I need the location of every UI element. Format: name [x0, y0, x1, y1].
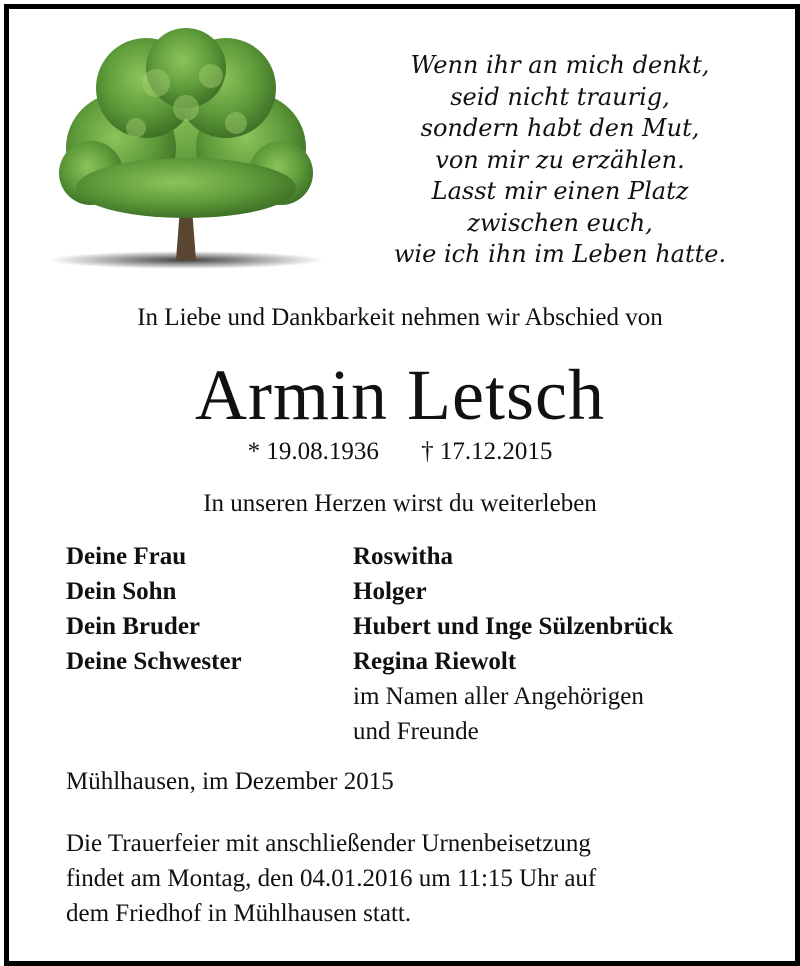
family-note: und Freunde	[353, 718, 479, 745]
intro-text: In Liebe und Dankbarkeit nehmen wir Abschied von	[137, 304, 663, 331]
relative-name: Hubert und Inge Sülzenbrück	[353, 613, 674, 640]
relation-label: Dein Bruder	[66, 613, 201, 640]
poem-line: Lasst mir einen Platz	[431, 177, 689, 205]
birth-date: * 19.08.1936	[247, 438, 379, 465]
relative-name: Roswitha	[353, 543, 454, 570]
family-note: im Namen aller Angehörigen	[353, 683, 644, 710]
relative-name: Holger	[353, 578, 427, 605]
place-date: Mühlhausen, im Dezember 2015	[66, 768, 394, 795]
poem-line: seid nicht traurig,	[450, 82, 670, 111]
ceremony-info	[66, 826, 746, 931]
relation-label: Dein Sohn	[66, 578, 177, 605]
relatives-names-column	[353, 539, 673, 749]
life-dates	[0, 438, 800, 466]
deceased-name: Armin Letsch	[195, 355, 605, 435]
poem-line: sondern habt den Mut,	[420, 114, 700, 142]
motto: In unseren Herzen wirst du weiterleben	[203, 490, 597, 517]
poem-line: von mir zu erzählen.	[435, 145, 685, 174]
relation-label: Deine Schwester	[66, 648, 242, 675]
death-date: † 17.12.2015	[421, 438, 553, 465]
ceremony-line: Die Trauerfeier mit anschließender Urnenbeisetzung	[66, 830, 591, 857]
relative-name: Regina Riewolt	[353, 648, 517, 675]
relations-column	[66, 539, 242, 679]
poem-line: wie ich ihn im Leben hatte.	[393, 240, 727, 268]
ceremony-line: dem Friedhof in Mühlhausen statt.	[66, 900, 412, 927]
relation-label: Deine Frau	[66, 543, 187, 570]
poem	[370, 50, 750, 271]
poem-line: zwischen euch,	[467, 208, 653, 237]
ceremony-line: findet am Montag, den 04.01.2016 um 11:15 Uhr auf	[66, 865, 597, 892]
poem-line: Wenn ihr an mich denkt,	[410, 51, 710, 79]
tree-image	[46, 28, 326, 278]
